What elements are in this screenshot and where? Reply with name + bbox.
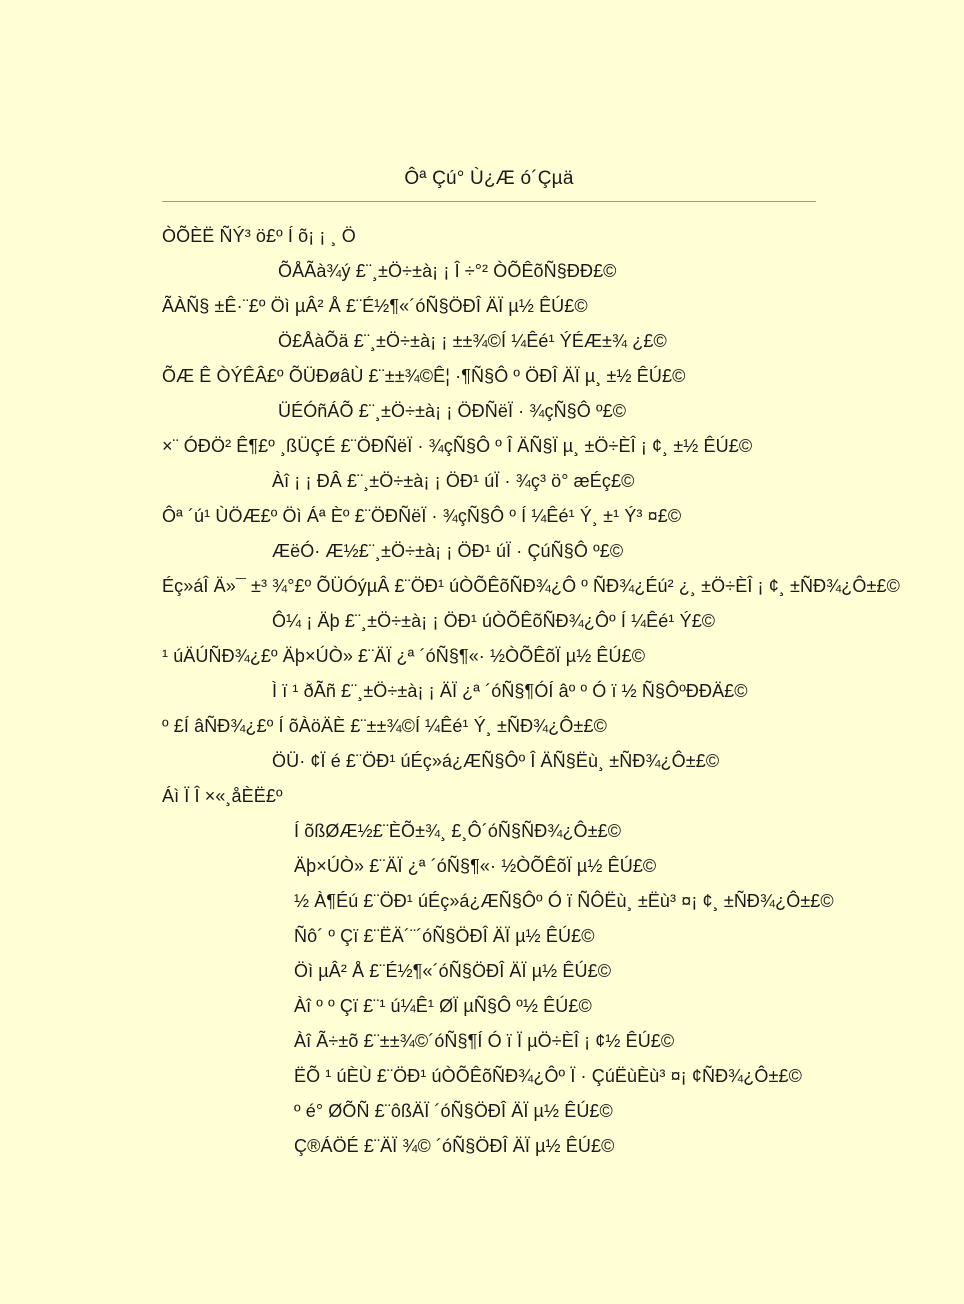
text-line: ÕÆ Ê ÒÝÊÂ£º ÕÜÐøâÙ £¨±±¾©Ê¦ ·¶Ñ§Ô º ÖÐÎ ÄÏ µ¸ ±½ ÊÚ£© bbox=[162, 366, 686, 386]
document-title: Ôª Çú° Ù¿Æ ó´Çµä bbox=[404, 168, 574, 189]
text-line: ÆëÓ· Æ½£¨¸±Ö÷±à¡ ¡ ÖÐ¹ úÏ · ÇúÑ§Ô º£© bbox=[272, 541, 624, 561]
text-line: Ô¼ ¡ Äþ £¨¸±Ö÷±à¡ ¡ ÖÐ¹ úÒÕÊõÑÐ¾¿Ôº Í ¼Êé¹ Ý£© bbox=[272, 611, 716, 631]
text-line: Ì ï ¹ ðÃñ £¨¸±Ö÷±à¡ ¡ ÄÏ ¿ª ´óÑ§¶ÓÍ âº º Ó ï ½ Ñ§ÔºÐÐÄ£© bbox=[272, 681, 748, 701]
text-line: Áì Ï Î ×«¸åÈË£º bbox=[162, 786, 283, 806]
text-line: ÒÕÈË ÑÝ³ ö£º Í õ¡ ¡ ¸ Ö bbox=[162, 226, 356, 246]
text-line: Éç»áÎ Ä»¯ ±³ ¾°£º ÕÜÓýµÂ £¨ÖÐ¹ úÒÕÊõÑÐ¾¿Ô º ÑÐ¾¿Éú² ¿¸ ±Ö÷ÈÎ ¡ ¢¸ ±ÑÐ¾¿Ô±£© bbox=[162, 576, 900, 596]
text-line: ÃÀÑ§ ±Ê·¨£º Öì µÂ² Å £¨É½¶«´óÑ§ÖÐÎ ÄÏ µ½ ÊÚ£© bbox=[162, 296, 588, 316]
text-line: ËÕ ¹ úÈÙ £¨ÖÐ¹ úÒÕÊõÑÐ¾¿Ôº Ï · ÇúËùÈù³ ¤¡ ¢ÑÐ¾¿Ô±£© bbox=[294, 1066, 802, 1086]
text-line: ¹ úÄÚÑÐ¾¿£º Äþ×ÚÒ» £¨ÄÏ ¿ª ´óÑ§¶«· ½ÒÕÊõÏ µ½ ÊÚ£© bbox=[162, 646, 646, 666]
text-line: º é° ØÕÑ £¨ôßÄÏ ´óÑ§ÖÐÎ ÄÏ µ½ ÊÚ£© bbox=[294, 1101, 613, 1121]
text-line: Àî º º Çï £¨¹ ú¼Ê¹ ØÏ µÑ§Ô º½ ÊÚ£© bbox=[294, 996, 592, 1016]
text-line: ½ À¶Éú £¨ÖÐ¹ úÉç»á¿ÆÑ§Ôº Ó ï ÑÔËù¸ ±Ëù³ ¤¡ ¢¸ ±ÑÐ¾¿Ô±£© bbox=[294, 891, 834, 911]
text-line: ÜÉÓñÁÕ £¨¸±Ö÷±à¡ ¡ ÖÐÑëÏ · ¾çÑ§Ô º£© bbox=[278, 401, 627, 421]
title-divider bbox=[162, 201, 816, 202]
text-line: Í õßØÆ½£¨ÈÕ±¾¸ £¸Ô´óÑ§ÑÐ¾¿Ô±£© bbox=[294, 821, 622, 841]
text-line: Ñô´ º Çï £¨ËÄ´¨´óÑ§ÖÐÎ ÄÏ µ½ ÊÚ£© bbox=[294, 926, 595, 946]
text-line: ÖÜ· ¢Ï é £¨ÖÐ¹ úÉç»á¿ÆÑ§Ôº Î ÄÑ§Ëù¸ ±ÑÐ¾¿Ô±£© bbox=[272, 751, 720, 771]
text-line: Öì µÂ² Å £¨É½¶«´óÑ§ÖÐÎ ÄÏ µ½ ÊÚ£© bbox=[294, 961, 612, 981]
text-line: Àî Ã÷±õ £¨±±¾©´óÑ§¶Í Ó ï Ï µÖ÷ÈÎ ¡ ¢½ ÊÚ£© bbox=[294, 1031, 675, 1051]
text-line: ÕÅÃà¾ý £¨¸±Ö÷±à¡ ¡ Î ÷°² ÒÕÊõÑ§ÐÐ£© bbox=[278, 261, 617, 281]
text-line: Àî ¡ ¡ ÐÂ £¨¸±Ö÷±à¡ ¡ ÖÐ¹ úÏ · ¾ç³ ö° æÉç£© bbox=[272, 471, 635, 491]
text-line: Ôª ´ú¹ ÙÖÆ£º Öì Áª Èº £¨ÖÐÑëÏ · ¾çÑ§Ô º Í ¼Êé¹ Ý¸ ±¹ Ý³ ¤£© bbox=[162, 506, 682, 526]
text-line: ×¨ ÓÐÖ² Ê¶£º ¸ßÜÇÉ £¨ÖÐÑëÏ · ¾çÑ§Ô º Î ÄÑ§Ï µ¸ ±Ö÷ÈÎ ¡ ¢¸ ±½ ÊÚ£© bbox=[162, 436, 753, 456]
text-line: Ö£ÅàÕä £¨¸±Ö÷±à¡ ¡ ±±¾©Í ¼Êé¹ ÝÉÆ±¾ ¿£© bbox=[278, 331, 667, 351]
text-line: º £Í âÑÐ¾¿£º Í õÀöÄÈ £¨±±¾©Í ¼Êé¹ Ý¸ ±ÑÐ¾¿Ô±£© bbox=[162, 716, 607, 736]
text-line: Ç®ÁÖÉ £¨ÄÏ ¾© ´óÑ§ÖÐÎ ÄÏ µ½ ÊÚ£© bbox=[294, 1136, 615, 1156]
text-line: Äþ×ÚÒ» £¨ÄÏ ¿ª ´óÑ§¶«· ½ÒÕÊõÏ µ½ ÊÚ£© bbox=[294, 856, 657, 876]
